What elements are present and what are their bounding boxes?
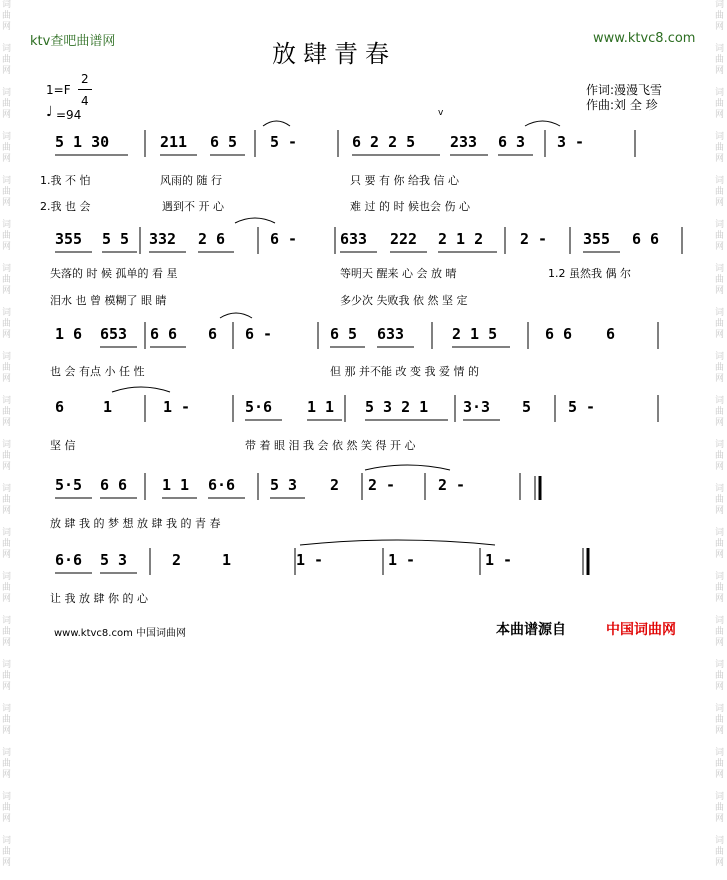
side-watermark-glyph: 网 [714, 374, 724, 384]
side-watermark-glyph: 曲 [714, 759, 724, 769]
note-group: 1 [103, 398, 113, 416]
side-watermark-gap [0, 693, 13, 704]
side-watermark-glyph: 网 [1, 726, 11, 736]
side-watermark-glyph: 词 [1, 440, 11, 450]
note-group: 5 3 2 1 [365, 398, 429, 416]
quarter-note-icon: ♩ [46, 104, 53, 120]
side-watermark-glyph: 词 [1, 704, 11, 714]
side-watermark-glyph: 网 [1, 154, 11, 164]
side-watermark-glyph: 曲 [714, 363, 724, 373]
side-watermark-glyph: 词 [1, 264, 11, 274]
lyric-text: 风雨的 随 行 [160, 174, 222, 187]
side-watermark-glyph: 词 [1, 836, 11, 846]
side-watermark-glyph: 网 [714, 462, 724, 472]
note-group: 633 [377, 325, 405, 343]
note-group: 633 [340, 230, 368, 248]
footer-source-label: 本曲谱源自 [496, 622, 566, 638]
side-watermark-gap [713, 693, 726, 704]
side-watermark-glyph: 词 [714, 484, 724, 494]
side-watermark-glyph: 词 [714, 88, 724, 98]
side-watermark-glyph: 词 [714, 308, 724, 318]
side-watermark-glyph: 曲 [1, 187, 11, 197]
note-group: 2 1 2 [438, 230, 484, 248]
side-watermark-glyph: 网 [714, 506, 724, 516]
note-group: 233 [450, 133, 478, 151]
note-group: 5 [522, 398, 532, 416]
lyric-text: 2.我 也 会 [40, 200, 91, 213]
side-watermark-glyph: 词 [714, 748, 724, 758]
lyric-text: 失落的 时 候 孤单的 看 星 [50, 267, 178, 280]
note-group: 2 1 5 [452, 325, 498, 343]
lyric-text: 多少次 失败我 依 然 坚 定 [340, 294, 468, 307]
side-watermark-glyph: 词 [714, 528, 724, 538]
lyric-text: 放 肆 我 的 梦 想 放 肆 我 的 青 春 [50, 517, 221, 530]
tempo: =94 [56, 108, 82, 122]
side-watermark-glyph: 网 [1, 462, 11, 472]
side-watermark-glyph: 曲 [1, 451, 11, 461]
site-watermark-left: ktv查吧曲谱网 [30, 34, 116, 49]
note-group: 2 6 [198, 230, 226, 248]
note-group: 2 [330, 476, 340, 494]
side-watermark-glyph: 词 [714, 616, 724, 626]
side-watermark-glyph: 词 [714, 396, 724, 406]
side-watermark-glyph: 曲 [714, 11, 724, 21]
note-group: 6 5 [330, 325, 358, 343]
note-group: 1 [222, 551, 232, 569]
side-watermark-glyph: 网 [714, 594, 724, 604]
side-watermark-glyph: 曲 [714, 55, 724, 65]
side-watermark-glyph: 词 [1, 44, 11, 54]
note-group: 2 - [438, 476, 466, 494]
lyricist: 作词:漫漫飞雪 [586, 83, 663, 97]
note-group: 6 6 [545, 325, 573, 343]
side-watermark-glyph: 网 [1, 330, 11, 340]
side-watermark-glyph: 词 [1, 660, 11, 670]
side-watermark-glyph: 网 [714, 638, 724, 648]
side-watermark-glyph: 词 [1, 132, 11, 142]
lyric-text: 带 着 眼 泪 我 会 依 然 笑 得 开 心 [245, 439, 416, 452]
side-watermark-glyph: 曲 [714, 627, 724, 637]
side-watermark-glyph: 词 [714, 264, 724, 274]
tie [220, 313, 252, 318]
side-watermark-glyph: 曲 [714, 495, 724, 505]
side-watermark-glyph: 词 [714, 176, 724, 186]
note-group: 6 6 [632, 230, 660, 248]
side-watermark-gap [713, 825, 726, 836]
side-watermark-glyph: 曲 [714, 231, 724, 241]
side-watermark-glyph: 词 [1, 88, 11, 98]
lyric-text: 坚 信 [50, 439, 76, 452]
time-signature-top: 2 [81, 72, 89, 86]
side-watermark-glyph: 曲 [714, 539, 724, 549]
side-watermark-gap [0, 781, 13, 792]
side-watermark-glyph: 曲 [1, 275, 11, 285]
time-signature-bottom: 4 [81, 94, 89, 108]
side-watermark-glyph: 网 [1, 374, 11, 384]
side-watermark-glyph: 词 [714, 132, 724, 142]
side-watermark-glyph: 网 [714, 682, 724, 692]
side-watermark-glyph: 网 [714, 242, 724, 252]
note-group: 355 [583, 230, 611, 248]
tie [300, 540, 495, 545]
note-group: 2 - [520, 230, 548, 248]
side-watermark-glyph: 网 [714, 814, 724, 824]
note-group: 1 - [388, 551, 416, 569]
side-watermark-glyph: 曲 [714, 99, 724, 109]
song-title: 放肆青春 [272, 40, 396, 68]
side-watermark-glyph: 曲 [1, 847, 11, 857]
lyric-text: 让 我 放 肆 你 的 心 [50, 592, 148, 605]
note-group: 6 [606, 325, 616, 343]
side-watermark-glyph: 曲 [1, 671, 11, 681]
side-watermark-glyph: 词 [1, 572, 11, 582]
side-watermark-glyph: 曲 [1, 143, 11, 153]
lyric-text: 但 那 并不能 改 变 我 爱 情 的 [330, 365, 479, 378]
lyric-text: 1.2 虽然我 偶 尔 [548, 267, 631, 280]
side-watermark-glyph: 网 [1, 858, 11, 868]
side-watermark-glyph: 网 [1, 110, 11, 120]
note-group: 6 [55, 398, 65, 416]
note-group: 6 2 2 5 [352, 133, 416, 151]
side-watermark-glyph: 曲 [714, 451, 724, 461]
side-watermark-glyph: 词 [1, 792, 11, 802]
side-watermark-glyph: 词 [714, 836, 724, 846]
side-watermark-glyph: 网 [1, 682, 11, 692]
side-watermark-glyph: 曲 [714, 275, 724, 285]
side-watermark-glyph: 词 [1, 616, 11, 626]
site-watermark-right: www.ktvc8.com [593, 31, 696, 46]
side-watermark-glyph: 曲 [1, 319, 11, 329]
note-group: 5·6 [245, 398, 273, 416]
side-watermark-glyph: 网 [714, 22, 724, 32]
side-watermark-glyph: 词 [1, 0, 11, 10]
side-watermark-glyph: 网 [714, 550, 724, 560]
side-watermark-gap [0, 869, 13, 880]
side-watermark-glyph: 词 [1, 308, 11, 318]
note-group: 6·6 [208, 476, 236, 494]
tie [263, 121, 290, 126]
side-watermark-glyph: 网 [714, 770, 724, 780]
side-watermark-glyph: 曲 [1, 363, 11, 373]
side-watermark-glyph: 曲 [714, 847, 724, 857]
side-watermark-glyph: 曲 [1, 583, 11, 593]
tie [365, 465, 450, 470]
lyric-text: 只 要 有 你 给我 信 心 [350, 174, 459, 187]
side-watermark-gap [0, 737, 13, 748]
note-group: 1 - [485, 551, 513, 569]
side-watermark-gap [713, 781, 726, 792]
note-group: 6 [208, 325, 218, 343]
note-group: 5 - [270, 133, 298, 151]
side-watermark-glyph: 曲 [1, 231, 11, 241]
side-watermark-gap [713, 869, 726, 880]
side-watermark-glyph: 词 [1, 220, 11, 230]
side-watermark-glyph: 曲 [1, 495, 11, 505]
note-group: 5 3 [100, 551, 128, 569]
side-watermark-glyph: 词 [1, 396, 11, 406]
composer: 作曲:刘 全 珍 [586, 98, 658, 112]
note-group: 5 - [568, 398, 596, 416]
side-watermark-gap [713, 737, 726, 748]
side-watermark-glyph: 网 [714, 66, 724, 76]
side-watermark-glyph: 曲 [714, 319, 724, 329]
note-group: 1 1 [307, 398, 335, 416]
side-watermark-glyph: 网 [714, 858, 724, 868]
side-watermark-glyph: 网 [1, 22, 11, 32]
side-watermark-glyph: 曲 [1, 11, 11, 21]
side-watermark-glyph: 网 [1, 594, 11, 604]
note-group: 222 [390, 230, 418, 248]
tie [235, 218, 275, 223]
side-watermark-glyph: 网 [1, 814, 11, 824]
side-watermark-glyph: 词 [714, 660, 724, 670]
side-watermark-glyph: 词 [714, 572, 724, 582]
side-watermark-glyph: 网 [1, 286, 11, 296]
note-group: 1 1 [162, 476, 190, 494]
note-group: 5 3 [270, 476, 298, 494]
side-watermark-glyph: 曲 [1, 627, 11, 637]
breath-mark: v [438, 108, 444, 118]
side-watermark-glyph: 词 [714, 352, 724, 362]
note-group: 6 6 [100, 476, 128, 494]
tie [525, 121, 560, 126]
note-group: 5·5 [55, 476, 83, 494]
footer-site: www.ktvc8.com 中国词曲网 [54, 628, 187, 639]
side-watermark-glyph: 词 [1, 176, 11, 186]
side-watermark-glyph: 曲 [714, 143, 724, 153]
side-watermark-glyph: 词 [714, 44, 724, 54]
lyric-text: 遇到不 开 心 [162, 200, 224, 213]
note-group: 3 - [557, 133, 585, 151]
note-group: 5 1 30 [55, 133, 110, 151]
side-watermark-glyph: 网 [1, 242, 11, 252]
side-watermark-glyph: 词 [714, 220, 724, 230]
side-watermark-glyph: 网 [714, 198, 724, 208]
note-group: 2 - [368, 476, 396, 494]
side-watermark-glyph: 曲 [714, 407, 724, 417]
side-watermark-glyph: 曲 [714, 803, 724, 813]
note-group: 653 [100, 325, 128, 343]
side-watermark-glyph: 曲 [1, 759, 11, 769]
side-watermark-glyph: 词 [1, 748, 11, 758]
lyric-text: 也 会 有点 小 任 性 [50, 365, 145, 378]
side-watermark-glyph: 网 [1, 506, 11, 516]
side-watermark-glyph: 曲 [714, 671, 724, 681]
side-watermark-glyph: 网 [1, 418, 11, 428]
side-watermark-glyph: 词 [714, 792, 724, 802]
lyric-text: 难 过 的 时 候也会 伤 心 [350, 200, 470, 213]
side-watermark-glyph: 曲 [1, 407, 11, 417]
side-watermark-glyph: 曲 [1, 803, 11, 813]
note-group: 3·3 [463, 398, 491, 416]
side-watermark-glyph: 网 [714, 154, 724, 164]
note-group: 1 6 [55, 325, 83, 343]
footer-brand: 中国词曲网 [606, 622, 676, 638]
side-watermark-glyph: 网 [1, 66, 11, 76]
side-watermark-glyph: 网 [1, 638, 11, 648]
side-watermark-glyph: 网 [1, 550, 11, 560]
note-group: 2 [172, 551, 182, 569]
side-watermark-glyph: 网 [714, 286, 724, 296]
note-group: 211 [160, 133, 188, 151]
side-watermark-glyph: 曲 [714, 583, 724, 593]
key-signature: 1=F [46, 83, 71, 97]
side-watermark-glyph: 网 [714, 330, 724, 340]
note-group: 6 6 [150, 325, 178, 343]
side-watermark-glyph: 网 [714, 726, 724, 736]
lyric-text: 1.我 不 怕 [40, 174, 91, 187]
lyric-text: 等明天 醒来 心 会 放 晴 [340, 267, 457, 280]
note-group: 6 5 [210, 133, 238, 151]
tie [112, 387, 170, 392]
note-group: 6 3 [498, 133, 526, 151]
note-group: 1 - [296, 551, 324, 569]
side-watermark-glyph: 词 [714, 440, 724, 450]
side-watermark-glyph: 曲 [1, 539, 11, 549]
side-watermark-gap [0, 825, 13, 836]
side-watermark-glyph: 曲 [1, 99, 11, 109]
note-group: 5 5 [102, 230, 130, 248]
side-watermark-glyph: 词 [1, 352, 11, 362]
side-watermark-glyph: 曲 [714, 187, 724, 197]
side-watermark-glyph: 网 [714, 110, 724, 120]
side-watermark-glyph: 曲 [1, 715, 11, 725]
side-watermark-glyph: 网 [1, 770, 11, 780]
side-watermark-glyph: 词 [1, 484, 11, 494]
side-watermark-glyph: 词 [714, 0, 724, 10]
side-watermark-glyph: 曲 [1, 55, 11, 65]
side-watermark-glyph: 网 [1, 198, 11, 208]
note-group: 332 [149, 230, 177, 248]
lyric-text: 泪水 也 曾 模糊了 眼 睛 [50, 294, 167, 307]
note-group: 6·6 [55, 551, 83, 569]
side-watermark-glyph: 词 [1, 528, 11, 538]
side-watermark-glyph: 网 [714, 418, 724, 428]
note-group: 6 - [270, 230, 298, 248]
side-watermark-glyph: 曲 [714, 715, 724, 725]
note-group: 355 [55, 230, 83, 248]
note-group: 1 - [163, 398, 191, 416]
side-watermark-glyph: 词 [714, 704, 724, 714]
note-group: 6 - [245, 325, 273, 343]
